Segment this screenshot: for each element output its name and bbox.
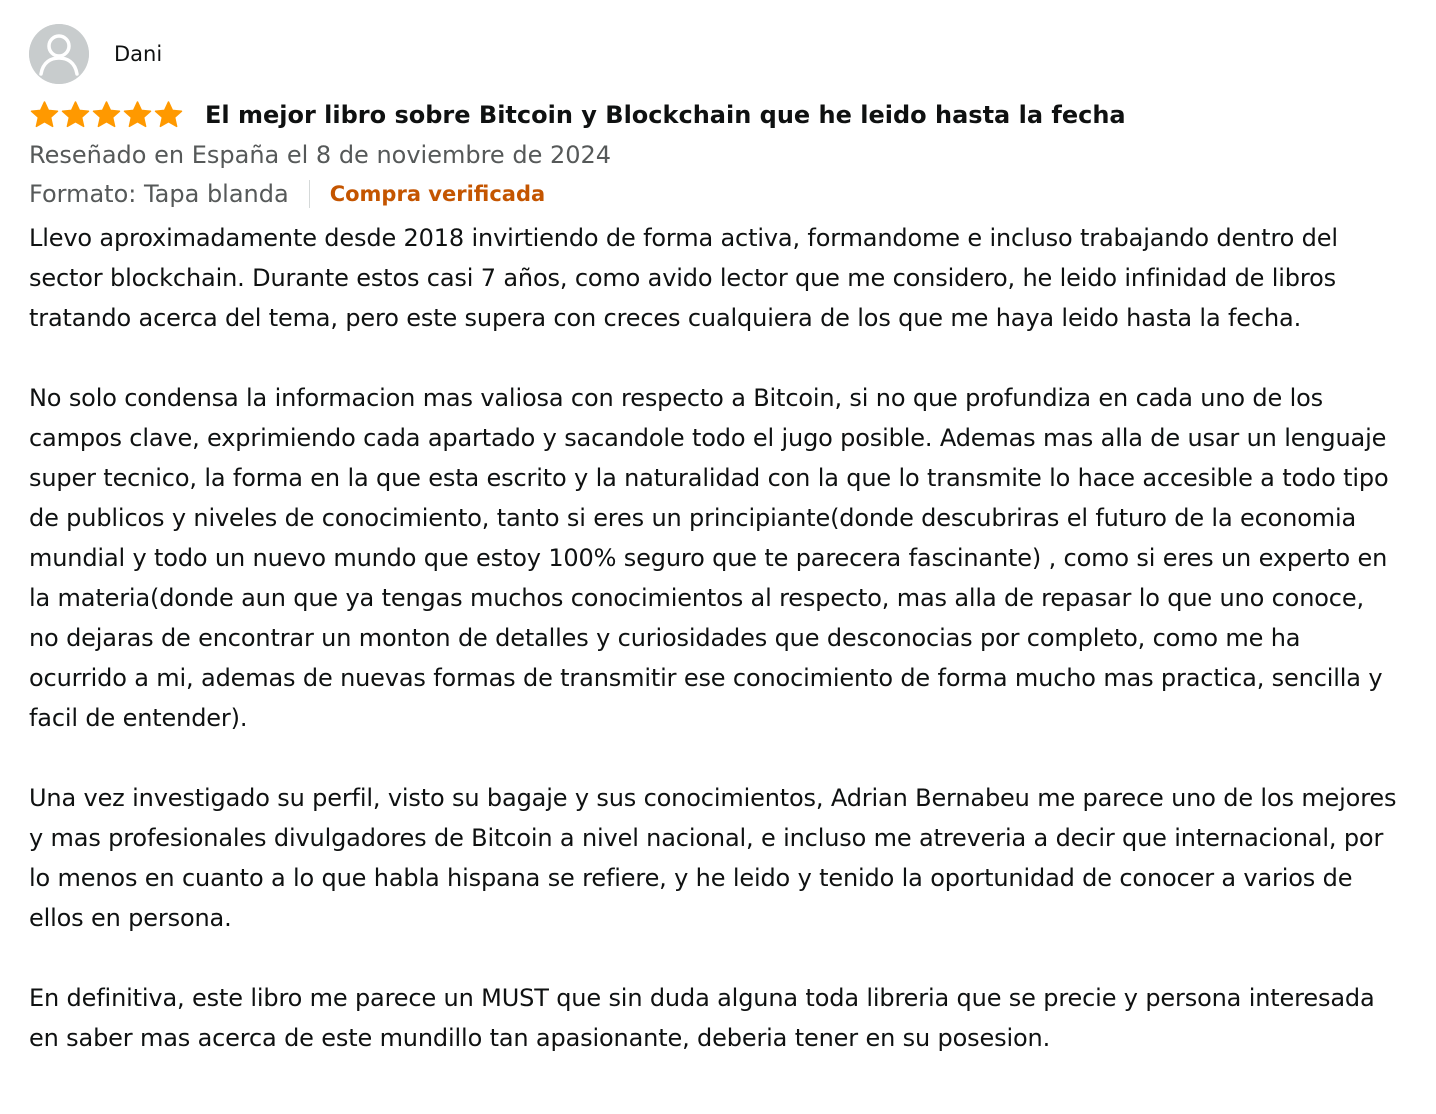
reviewer-profile[interactable] — [29, 24, 1399, 84]
review-date: Reseñado en España el 8 de noviembre de 2024 — [29, 141, 612, 169]
divider — [309, 180, 310, 208]
review-paragraph: Una vez investigado su perfil, visto su bagaje y sus conocimientos, Adrian Bernabeu me parece uno de los mejores y mas profesionales divulgadores de Bitcoin a nivel nacional, e incluso me atreveria a decir que internacional, por lo menos en cuanto a lo que habla hispana se refiere, y he leido y tenido la oportunidad de conocer a varios de ellos en persona. — [29, 784, 1397, 932]
verified-purchase-badge[interactable]: Compra verificada — [329, 182, 546, 206]
user-avatar-icon[interactable] — [29, 24, 89, 84]
review-paragraph: Llevo aproximadamente desde 2018 invirtiendo de forma activa, formandome e incluso trabajando dentro del sector blockchain. Durante estos casi 7 años, como avido lector que me considero, he leido infinidad de libros tratando acerca del tema, pero este supera con creces cualquiera de los que me haya leido hasta la fecha. — [29, 224, 1338, 332]
customer-review — [29, 24, 1399, 1058]
star-rating[interactable] — [29, 100, 184, 130]
review-body — [29, 218, 1399, 1058]
star-icon — [153, 100, 184, 130]
star-icon — [60, 100, 91, 130]
review-title[interactable]: El mejor libro sobre Bitcoin y Blockchain que he leido hasta la fecha — [205, 101, 1126, 129]
review-paragraph: En definitiva, este libro me parece un MUST que sin duda alguna toda libreria que se precie y persona interesada en saber mas acerca de este mundillo tan apasionante, deberia tener en su posesion. — [29, 984, 1375, 1052]
star-icon — [122, 100, 153, 130]
review-header — [29, 97, 1399, 133]
star-icon — [29, 100, 60, 130]
review-paragraph: No solo condensa la informacion mas valiosa con respecto a Bitcoin, si no que profundiza en cada uno de los campos clave, exprimiendo cada apartado y sacandole todo el jugo posible. Ademas mas alla de usar un lenguaje super tecnico, la forma en la que esta escrito y la naturalidad con la que lo transmite lo hace accesible a todo tipo de publicos y niveles de conocimiento, tanto si eres un principiante(donde descubriras el futuro de la economia mundial y todo un nuevo mundo que estoy 100% seguro que te parecera fascinante) , como si eres un experto en la materia(donde aun que ya tengas muchos conocimientos al respecto, mas alla de repasar lo que uno conoce, no dejaras de encontrar un monton de detalles y curiosidades que desconocias por completo, como me ha ocurrido a mi, ademas de nuevas formas de transmitir ese conocimiento de forma mucho mas practica, sencilla y facil de entender). — [29, 384, 1389, 732]
review-format-row — [29, 174, 1399, 214]
star-icon — [91, 100, 122, 130]
product-format[interactable]: Formato: Tapa blanda — [29, 180, 289, 208]
reviewer-name[interactable]: Dani — [114, 42, 163, 66]
